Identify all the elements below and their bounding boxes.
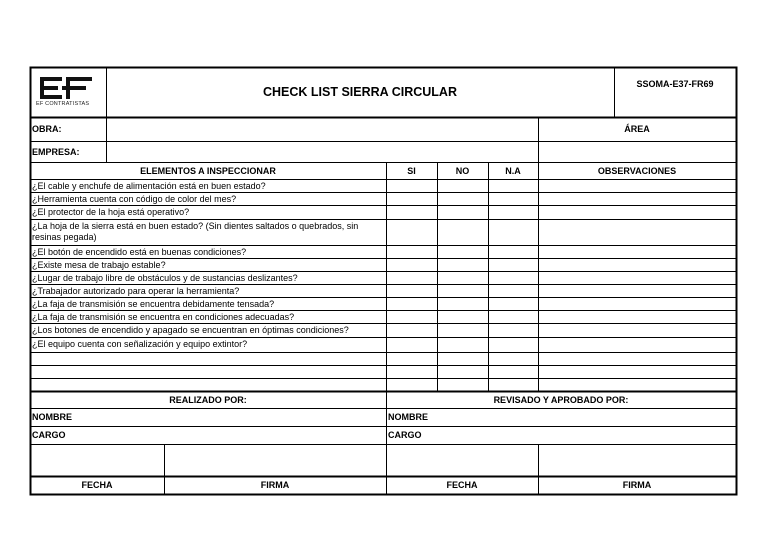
item-text: ¿Herramienta cuenta con código de color del mes? xyxy=(32,194,237,204)
nombre-label-right: NOMBRE xyxy=(388,412,428,422)
revisado-label: REVISADO Y APROBADO POR: xyxy=(493,394,629,405)
cargo-label-right: CARGO xyxy=(388,430,422,440)
form-title: CHECK LIST SIERRA CIRCULAR xyxy=(263,84,457,99)
cargo-label-left: CARGO xyxy=(32,430,66,440)
item-text: ¿El equipo cuenta con señalización y equipo extintor? xyxy=(32,339,248,349)
area-label: ÁREA xyxy=(624,123,650,134)
firma-label-right: FIRMA xyxy=(622,480,652,490)
fecha-label-left: FECHA xyxy=(81,480,113,490)
item-text: ¿Trabajador autorizado para operar la herramienta? xyxy=(32,286,240,296)
item-text: ¿Los botones de encendido y apagado se encuentran en óptimas condiciones? xyxy=(32,325,349,335)
item-text: ¿Existe mesa de trabajo estable? xyxy=(32,260,166,270)
firma-label-left: FIRMA xyxy=(260,480,290,490)
item-text: ¿La faja de transmisión se encuentra debidamente tensada? xyxy=(32,299,275,309)
col-elements: ELEMENTOS A INSPECCIONAR xyxy=(140,165,276,176)
item-text: ¿Lugar de trabajo libre de obstáculos y de sustancias deslizantes? xyxy=(32,273,298,283)
logo-text: EF CONTRATISTAS xyxy=(36,101,90,107)
item-text: ¿El protector de la hoja está operativo? xyxy=(32,207,190,217)
item-text: ¿El cable y enchufe de alimentación está en buen estado? xyxy=(32,181,266,191)
col-na: N.A xyxy=(505,165,521,176)
form-code: SSOMA-E37-FR69 xyxy=(636,78,714,89)
empresa-label: EMPRESA: xyxy=(32,146,80,157)
item-text: ¿La faja de transmisión se encuentra en condiciones adecuadas? xyxy=(32,312,295,322)
realizado-label: REALIZADO POR: xyxy=(169,394,247,405)
col-no: NO xyxy=(455,165,470,176)
item-text: ¿El botón de encendido está en buenas condiciones? xyxy=(32,247,247,257)
obra-label: OBRA: xyxy=(32,123,62,134)
col-observaciones: OBSERVACIONES xyxy=(597,165,677,176)
col-si: SI xyxy=(407,165,416,176)
fecha-label-right: FECHA xyxy=(446,480,478,490)
item-text: ¿La hoja de la sierra está en buen estado? (Sin dientes saltados o quebrados, sin resinas pegada) xyxy=(32,221,359,242)
nombre-label-left: NOMBRE xyxy=(32,412,72,422)
